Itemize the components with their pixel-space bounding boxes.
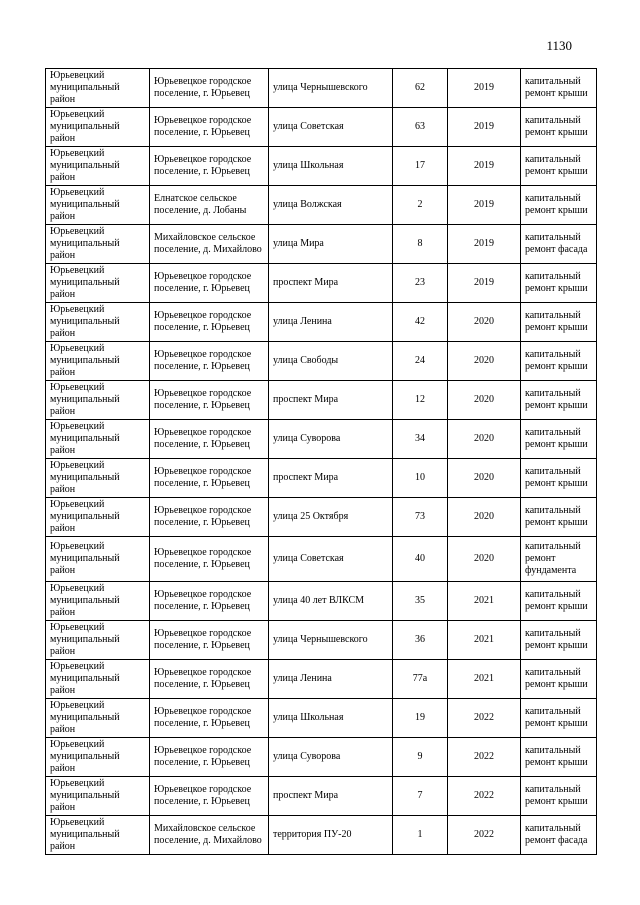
district-cell: Юрьевецкий муниципальный район — [46, 777, 150, 816]
settlement-cell: Юрьевецкое городское поселение, г. Юрьевец — [150, 699, 269, 738]
settlement-cell: Юрьевецкое городское поселение, г. Юрьевец — [150, 420, 269, 459]
year-cell: 2020 — [448, 342, 521, 381]
work-type-cell: капитальный ремонт крыши — [521, 660, 597, 699]
settlement-cell: Юрьевецкое городское поселение, г. Юрьевец — [150, 537, 269, 582]
district-cell: Юрьевецкий муниципальный район — [46, 582, 150, 621]
district-cell: Юрьевецкий муниципальный район — [46, 225, 150, 264]
street-cell: улица Советская — [269, 537, 393, 582]
table-row — [46, 186, 597, 225]
street-cell: улица 40 лет ВЛКСМ — [269, 582, 393, 621]
district-cell: Юрьевецкий муниципальный район — [46, 147, 150, 186]
house-cell: 42 — [393, 303, 448, 342]
work-type-cell: капитальный ремонт крыши — [521, 147, 597, 186]
work-type-cell: капитальный ремонт крыши — [521, 381, 597, 420]
work-type-cell: капитальный ремонт фасада — [521, 816, 597, 855]
year-cell: 2022 — [448, 816, 521, 855]
district-cell: Юрьевецкий муниципальный район — [46, 303, 150, 342]
district-cell: Юрьевецкий муниципальный район — [46, 381, 150, 420]
house-cell: 19 — [393, 699, 448, 738]
house-cell: 36 — [393, 621, 448, 660]
house-cell: 63 — [393, 108, 448, 147]
street-cell: улица Чернышевского — [269, 621, 393, 660]
settlement-cell: Михайловское сельское поселение, д. Михайлово — [150, 225, 269, 264]
street-cell: улица Чернышевского — [269, 69, 393, 108]
table-row — [46, 303, 597, 342]
work-type-cell: капитальный ремонт крыши — [521, 699, 597, 738]
repair-schedule-table — [45, 68, 597, 855]
table-row — [46, 738, 597, 777]
district-cell: Юрьевецкий муниципальный район — [46, 660, 150, 699]
house-cell: 2 — [393, 186, 448, 225]
street-cell: улица Школьная — [269, 699, 393, 738]
house-cell: 23 — [393, 264, 448, 303]
work-type-cell: капитальный ремонт крыши — [521, 738, 597, 777]
table-row — [46, 420, 597, 459]
year-cell: 2022 — [448, 699, 521, 738]
year-cell: 2019 — [448, 147, 521, 186]
year-cell: 2020 — [448, 381, 521, 420]
district-cell: Юрьевецкий муниципальный район — [46, 264, 150, 303]
table-row — [46, 225, 597, 264]
work-type-cell: капитальный ремонт крыши — [521, 420, 597, 459]
district-cell: Юрьевецкий муниципальный район — [46, 816, 150, 855]
house-cell: 8 — [393, 225, 448, 264]
district-cell: Юрьевецкий муниципальный район — [46, 420, 150, 459]
year-cell: 2021 — [448, 621, 521, 660]
work-type-cell: капитальный ремонт крыши — [521, 621, 597, 660]
year-cell: 2022 — [448, 738, 521, 777]
street-cell: улица Ленина — [269, 660, 393, 699]
street-cell: проспект Мира — [269, 777, 393, 816]
house-cell: 10 — [393, 459, 448, 498]
house-cell: 7 — [393, 777, 448, 816]
settlement-cell: Юрьевецкое городское поселение, г. Юрьевец — [150, 777, 269, 816]
district-cell: Юрьевецкий муниципальный район — [46, 186, 150, 225]
house-cell: 34 — [393, 420, 448, 459]
district-cell: Юрьевецкий муниципальный район — [46, 738, 150, 777]
house-cell: 9 — [393, 738, 448, 777]
street-cell: территория ПУ-20 — [269, 816, 393, 855]
street-cell: улица Свободы — [269, 342, 393, 381]
settlement-cell: Юрьевецкое городское поселение, г. Юрьевец — [150, 342, 269, 381]
street-cell: проспект Мира — [269, 459, 393, 498]
house-cell: 40 — [393, 537, 448, 582]
work-type-cell: капитальный ремонт крыши — [521, 69, 597, 108]
year-cell: 2019 — [448, 264, 521, 303]
settlement-cell: Юрьевецкое городское поселение, г. Юрьевец — [150, 459, 269, 498]
table-row — [46, 381, 597, 420]
settlement-cell: Юрьевецкое городское поселение, г. Юрьевец — [150, 69, 269, 108]
page-number: 1130 — [546, 38, 572, 53]
settlement-cell: Юрьевецкое городское поселение, г. Юрьевец — [150, 738, 269, 777]
house-cell: 35 — [393, 582, 448, 621]
table-row — [46, 498, 597, 537]
street-cell: улица Волжская — [269, 186, 393, 225]
settlement-cell: Михайловское сельское поселение, д. Михайлово — [150, 816, 269, 855]
work-type-cell: капитальный ремонт крыши — [521, 459, 597, 498]
settlement-cell: Юрьевецкое городское поселение, г. Юрьевец — [150, 582, 269, 621]
work-type-cell: капитальный ремонт крыши — [521, 777, 597, 816]
year-cell: 2021 — [448, 660, 521, 699]
work-type-cell: капитальный ремонт крыши — [521, 498, 597, 537]
work-type-cell: капитальный ремонт фасада — [521, 225, 597, 264]
table-row — [46, 342, 597, 381]
house-cell: 1 — [393, 816, 448, 855]
settlement-cell: Юрьевецкое городское поселение, г. Юрьевец — [150, 498, 269, 537]
district-cell: Юрьевецкий муниципальный район — [46, 699, 150, 738]
work-type-cell: капитальный ремонт крыши — [521, 186, 597, 225]
settlement-cell: Юрьевецкое городское поселение, г. Юрьевец — [150, 147, 269, 186]
house-cell: 73 — [393, 498, 448, 537]
work-type-cell: капитальный ремонт фундамента — [521, 537, 597, 582]
street-cell: проспект Мира — [269, 381, 393, 420]
street-cell: улица Суворова — [269, 738, 393, 777]
house-cell: 62 — [393, 69, 448, 108]
year-cell: 2019 — [448, 186, 521, 225]
work-type-cell: капитальный ремонт крыши — [521, 303, 597, 342]
year-cell: 2020 — [448, 420, 521, 459]
table-row — [46, 537, 597, 582]
year-cell: 2021 — [448, 582, 521, 621]
settlement-cell: Юрьевецкое городское поселение, г. Юрьевец — [150, 264, 269, 303]
street-cell: улица Советская — [269, 108, 393, 147]
work-type-cell: капитальный ремонт крыши — [521, 264, 597, 303]
district-cell: Юрьевецкий муниципальный район — [46, 498, 150, 537]
settlement-cell: Юрьевецкое городское поселение, г. Юрьевец — [150, 303, 269, 342]
district-cell: Юрьевецкий муниципальный район — [46, 537, 150, 582]
year-cell: 2020 — [448, 459, 521, 498]
table-row — [46, 699, 597, 738]
year-cell: 2019 — [448, 69, 521, 108]
year-cell: 2020 — [448, 303, 521, 342]
house-cell: 77а — [393, 660, 448, 699]
year-cell: 2022 — [448, 777, 521, 816]
street-cell: проспект Мира — [269, 264, 393, 303]
table-row — [46, 621, 597, 660]
settlement-cell: Елнатское сельское поселение, д. Лобаны — [150, 186, 269, 225]
street-cell: улица Школьная — [269, 147, 393, 186]
district-cell: Юрьевецкий муниципальный район — [46, 108, 150, 147]
table-row — [46, 108, 597, 147]
year-cell: 2019 — [448, 225, 521, 264]
table-body — [46, 69, 597, 855]
table-row — [46, 264, 597, 303]
street-cell: улица Мира — [269, 225, 393, 264]
year-cell: 2019 — [448, 108, 521, 147]
street-cell: улица Ленина — [269, 303, 393, 342]
work-type-cell: капитальный ремонт крыши — [521, 108, 597, 147]
district-cell: Юрьевецкий муниципальный район — [46, 621, 150, 660]
street-cell: улица Суворова — [269, 420, 393, 459]
house-cell: 17 — [393, 147, 448, 186]
table-row — [46, 777, 597, 816]
table-row — [46, 816, 597, 855]
settlement-cell: Юрьевецкое городское поселение, г. Юрьевец — [150, 108, 269, 147]
district-cell: Юрьевецкий муниципальный район — [46, 459, 150, 498]
house-cell: 24 — [393, 342, 448, 381]
work-type-cell: капитальный ремонт крыши — [521, 582, 597, 621]
year-cell: 2020 — [448, 498, 521, 537]
table-row — [46, 582, 597, 621]
table-row — [46, 69, 597, 108]
district-cell: Юрьевецкий муниципальный район — [46, 69, 150, 108]
settlement-cell: Юрьевецкое городское поселение, г. Юрьевец — [150, 381, 269, 420]
table-row — [46, 459, 597, 498]
table-row — [46, 147, 597, 186]
settlement-cell: Юрьевецкое городское поселение, г. Юрьевец — [150, 660, 269, 699]
settlement-cell: Юрьевецкое городское поселение, г. Юрьевец — [150, 621, 269, 660]
table-row — [46, 660, 597, 699]
work-type-cell: капитальный ремонт крыши — [521, 342, 597, 381]
house-cell: 12 — [393, 381, 448, 420]
district-cell: Юрьевецкий муниципальный район — [46, 342, 150, 381]
street-cell: улица 25 Октября — [269, 498, 393, 537]
year-cell: 2020 — [448, 537, 521, 582]
